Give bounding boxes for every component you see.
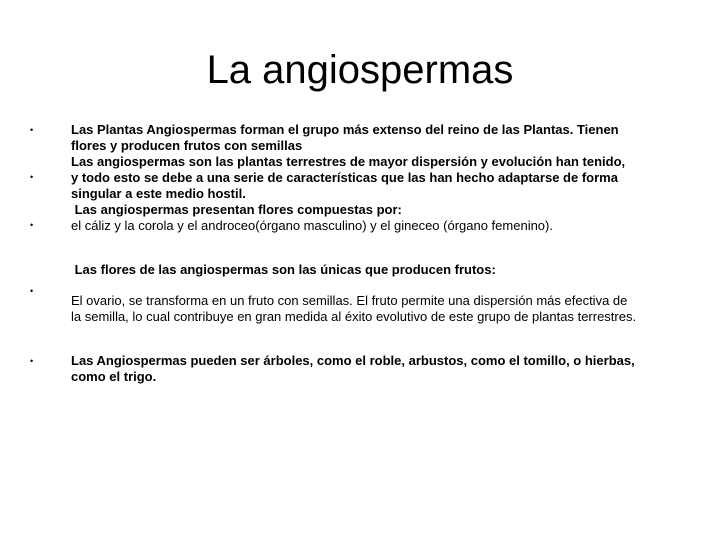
text-line: flores y producen frutos con semillas [71,138,303,153]
bullet-marker: • [30,220,34,230]
slide-title: La angiospermas [206,48,514,92]
bullet-text-block-2 [71,262,691,325]
text-line: como el trigo. [71,369,157,384]
bullet-marker: • [30,356,34,366]
text-line: y todo esto se debe a una serie de características que las han hecho adaptarse de forma [71,170,618,185]
text-line: Las Angiospermas pueden ser árboles, como el roble, arbustos, como el tomillo, o hierbas, [71,353,635,368]
bullet-marker: • [30,125,34,135]
bullet-marker: • [30,172,34,182]
text-line: singular a este medio hostil. [71,186,246,201]
text-line: El ovario, se transforma en un fruto con semillas. El fruto permite una dispersión más efectiva de [71,293,628,308]
text-line: Las angiospermas presentan flores compuestas por: [71,202,402,217]
bullet-marker: • [30,286,34,296]
bullet-text-block-3 [71,353,691,385]
bullet-text-block-1 [71,122,691,234]
text-line: el cáliz y la corola y el androceo(órgano masculino) y el gineceo (órgano femenino). [71,218,553,233]
text-line: la semilla, lo cual contribuye en gran medida al éxito evolutivo de este grupo de plantas terrestres. [71,309,637,324]
text-line: Las Plantas Angiospermas forman el grupo más extenso del reino de las Plantas. Tienen [71,122,619,137]
text-heading: Las flores de las angiospermas son las únicas que producen frutos: [71,262,496,277]
text-line: Las angiospermas son las plantas terrestres de mayor dispersión y evolución han tenido, [71,154,626,169]
